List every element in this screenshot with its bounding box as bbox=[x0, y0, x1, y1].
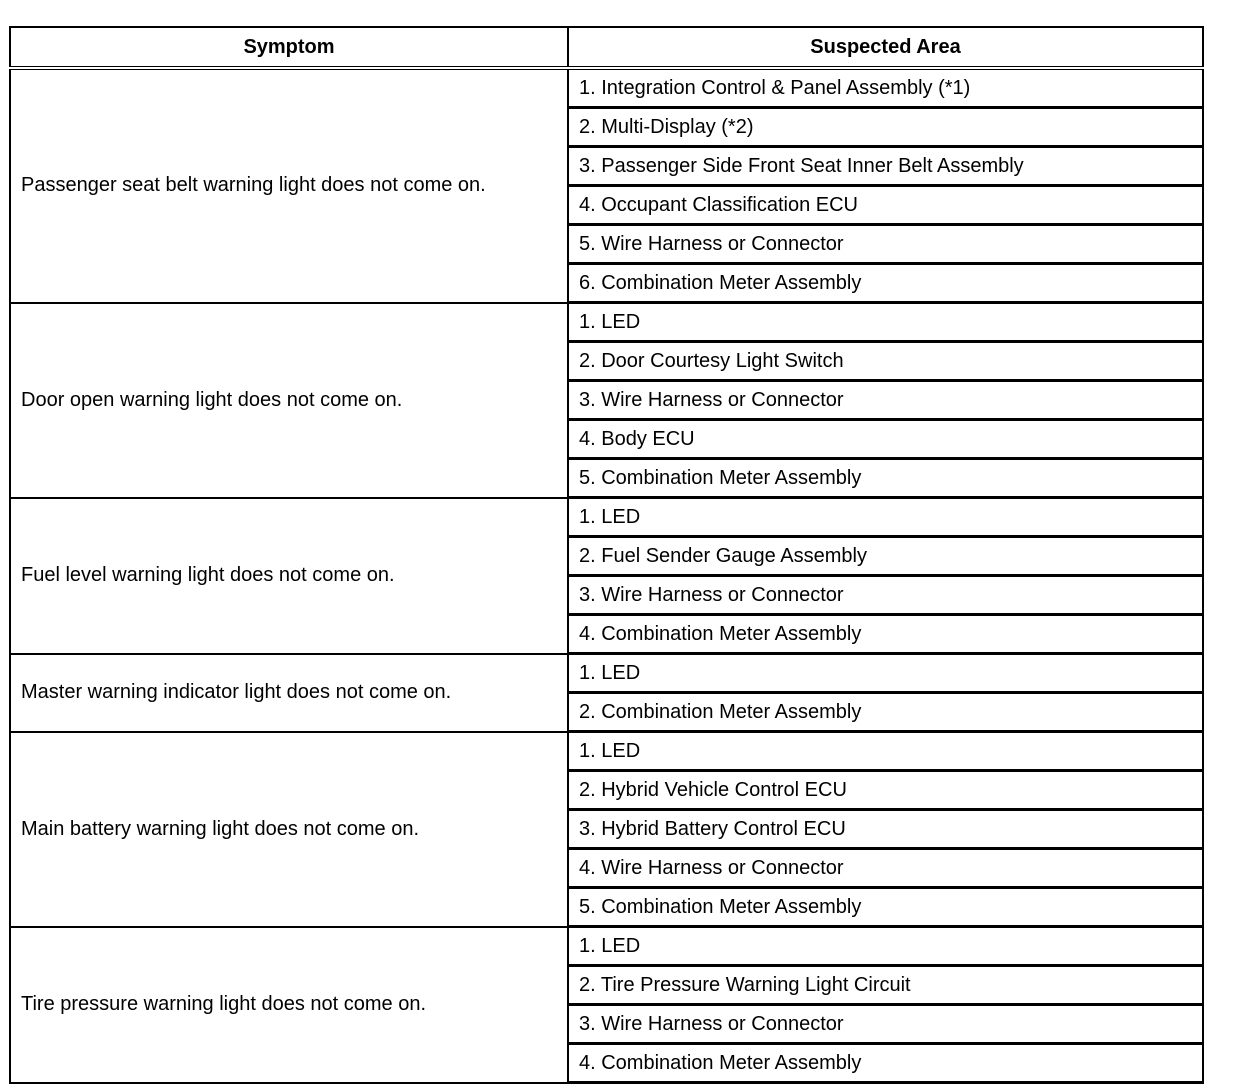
header-symptom: Symptom bbox=[10, 27, 568, 68]
table-row bbox=[10, 303, 1203, 342]
suspected-area-cell: 1. LED bbox=[568, 498, 1203, 537]
suspected-area-cell: 3. Hybrid Battery Control ECU bbox=[568, 810, 1203, 849]
table-body bbox=[10, 68, 1203, 1083]
suspected-area-cell: 2. Multi-Display (*2) bbox=[568, 108, 1203, 147]
symptom-cell: Fuel level warning light does not come on. bbox=[10, 498, 568, 654]
suspected-area-cell: 2. Hybrid Vehicle Control ECU bbox=[568, 771, 1203, 810]
table-row bbox=[10, 68, 1203, 108]
header-row bbox=[10, 27, 1203, 68]
suspected-area-cell: 1. Integration Control & Panel Assembly (*1) bbox=[568, 68, 1203, 108]
symptom-table bbox=[9, 26, 1204, 1084]
suspected-area-cell: 5. Combination Meter Assembly bbox=[568, 888, 1203, 927]
symptom-cell: Main battery warning light does not come on. bbox=[10, 732, 568, 927]
suspected-area-cell: 5. Combination Meter Assembly bbox=[568, 459, 1203, 498]
suspected-area-cell: 4. Body ECU bbox=[568, 420, 1203, 459]
suspected-area-cell: 4. Combination Meter Assembly bbox=[568, 1044, 1203, 1083]
suspected-area-cell: 2. Combination Meter Assembly bbox=[568, 693, 1203, 732]
suspected-area-cell: 1. LED bbox=[568, 732, 1203, 771]
suspected-area-cell: 1. LED bbox=[568, 303, 1203, 342]
suspected-area-cell: 4. Occupant Classification ECU bbox=[568, 186, 1203, 225]
suspected-area-cell: 4. Combination Meter Assembly bbox=[568, 615, 1203, 654]
symptom-cell: Passenger seat belt warning light does not come on. bbox=[10, 68, 568, 303]
suspected-area-cell: 6. Combination Meter Assembly bbox=[568, 264, 1203, 303]
suspected-area-cell: 1. LED bbox=[568, 927, 1203, 966]
suspected-area-cell: 3. Wire Harness or Connector bbox=[568, 1005, 1203, 1044]
table-header bbox=[10, 27, 1203, 68]
suspected-area-cell: 2. Tire Pressure Warning Light Circuit bbox=[568, 966, 1203, 1005]
symptom-cell: Door open warning light does not come on. bbox=[10, 303, 568, 498]
suspected-area-cell: 1. LED bbox=[568, 654, 1203, 693]
suspected-area-cell: 2. Fuel Sender Gauge Assembly bbox=[568, 537, 1203, 576]
table-row bbox=[10, 927, 1203, 966]
suspected-area-cell: 3. Passenger Side Front Seat Inner Belt Assembly bbox=[568, 147, 1203, 186]
table-row bbox=[10, 498, 1203, 537]
suspected-area-cell: 3. Wire Harness or Connector bbox=[568, 576, 1203, 615]
header-suspected-area: Suspected Area bbox=[568, 27, 1203, 68]
suspected-area-cell: 4. Wire Harness or Connector bbox=[568, 849, 1203, 888]
suspected-area-cell: 5. Wire Harness or Connector bbox=[568, 225, 1203, 264]
table-row bbox=[10, 654, 1203, 693]
table-row bbox=[10, 732, 1203, 771]
symptom-cell: Master warning indicator light does not come on. bbox=[10, 654, 568, 732]
symptom-cell: Tire pressure warning light does not come on. bbox=[10, 927, 568, 1083]
suspected-area-cell: 2. Door Courtesy Light Switch bbox=[568, 342, 1203, 381]
suspected-area-cell: 3. Wire Harness or Connector bbox=[568, 381, 1203, 420]
